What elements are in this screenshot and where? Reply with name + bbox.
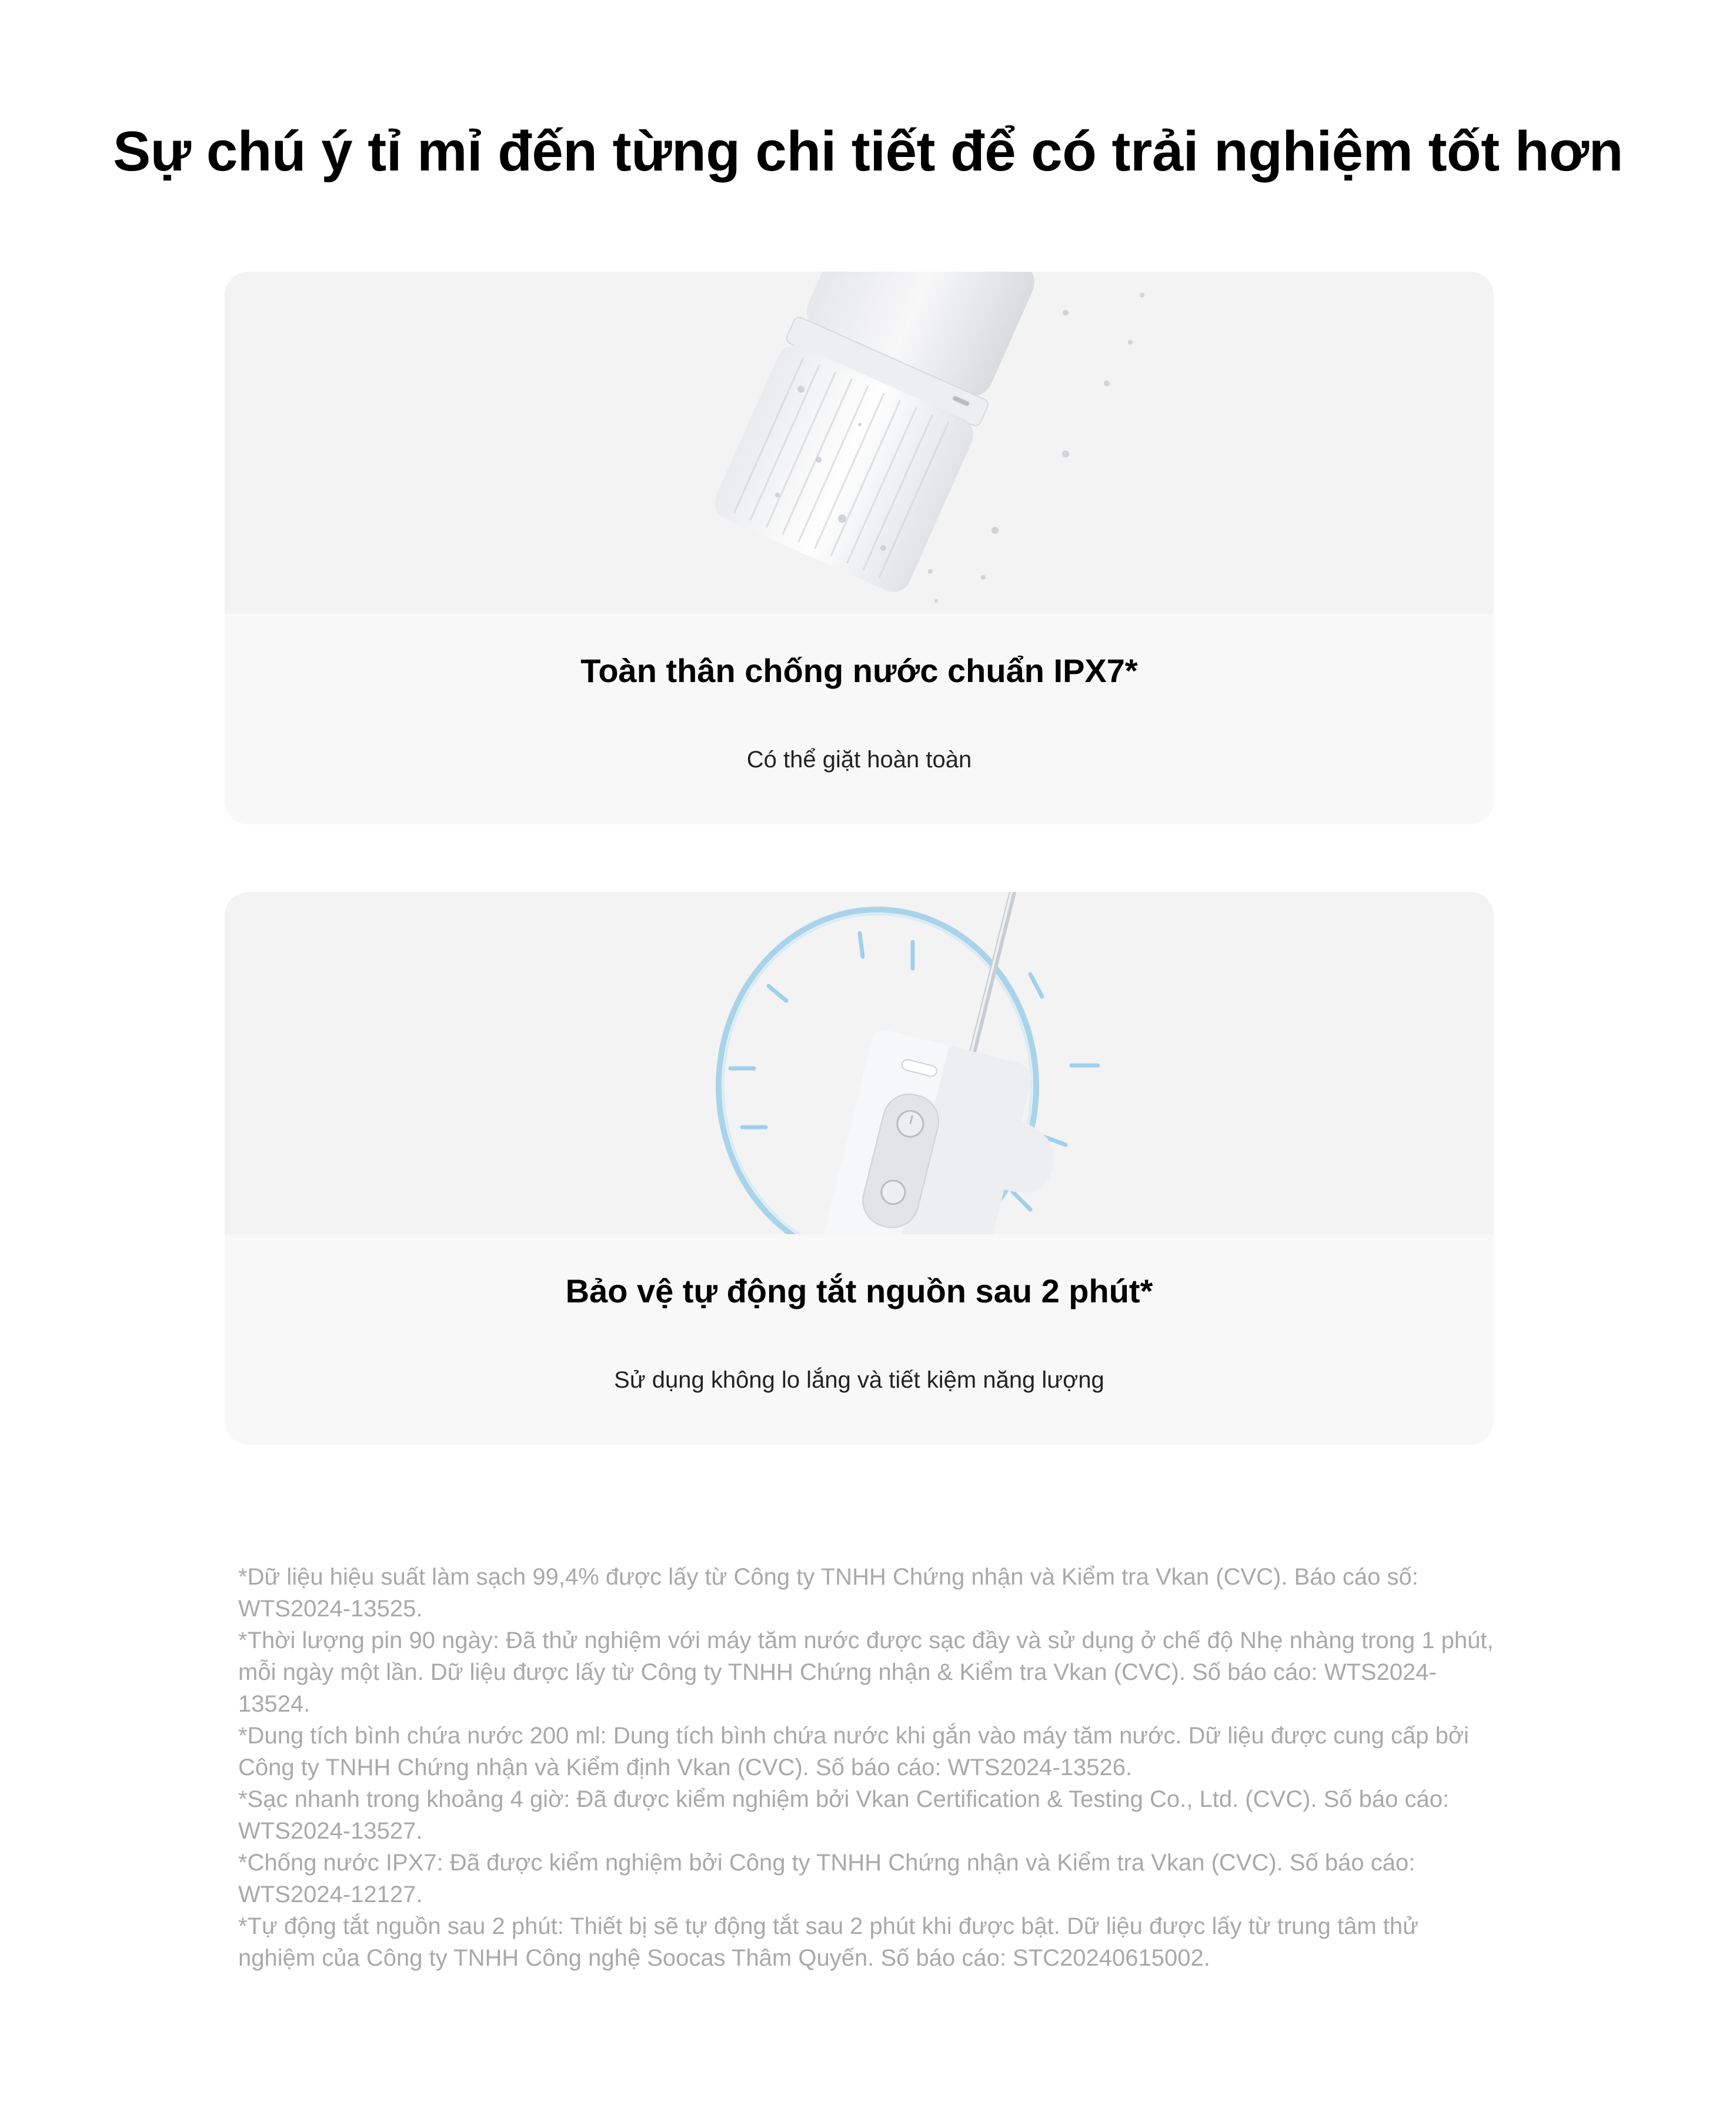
footnote-fast-charge: *Sạc nhanh trong khoảng 4 giờ: Đã được kiểm nghiệm bởi Vkan Certification & Testing Co., Ltd. (CVC). Số báo cáo: WTS2024-13527. bbox=[238, 1786, 1450, 1844]
footnote-auto-off: *Tự động tắt nguồn sau 2 phút: Thiết bị sẽ tự động tắt sau 2 phút khi được bật. Dữ liệu được lấy từ trung tâm thử nghiệm của Công ty TNHH Công nghệ Soocas Thâm Quyến. Số báo cáo: STC20240615002. bbox=[238, 1913, 1418, 1971]
card-title: Bảo vệ tự động tắt nguồn sau 2 phút* bbox=[565, 1272, 1153, 1309]
footnotes bbox=[238, 1561, 1497, 1974]
card-subtitle: Sử dụng không lo lắng và tiết kiệm năng lượng bbox=[614, 1367, 1104, 1393]
card-subtitle: Có thể giặt hoàn toàn bbox=[746, 747, 972, 773]
feature-card-auto-off bbox=[225, 892, 1494, 1445]
page-title: Sự chú ý tỉ mỉ đến từng chi tiết để có trải nghiệm tốt hơn bbox=[113, 120, 1623, 183]
card-title: Toàn thân chống nước chuẩn IPX7* bbox=[580, 652, 1138, 689]
footnote-waterproof: *Chống nước IPX7: Đã được kiểm nghiệm bởi Công ty TNHH Chứng nhận và Kiểm tra Vkan (CVC). Số báo cáo: WTS2024-12127. bbox=[238, 1850, 1415, 1907]
footnote-tank-capacity: *Dung tích bình chứa nước 200 ml: Dung tích bình chứa nước khi gắn vào máy tăm nước. Dữ liệu được cung cấp bởi Công ty TNHH Chứng nhận và Kiểm định Vkan (CVC). Số báo cáo: WTS2024-13526. bbox=[238, 1723, 1469, 1780]
footnote-cleaning-efficiency: *Dữ liệu hiệu suất làm sạch 99,4% được lấy từ Công ty TNHH Chứng nhận và Kiểm tra Vkan (CVC). Báo cáo số: WTS2024-13525. bbox=[238, 1564, 1418, 1622]
water-flosser-auto-off-timer-image bbox=[225, 892, 1494, 1234]
water-flosser-tank-splash-image bbox=[225, 272, 1494, 614]
feature-card-waterproof bbox=[225, 272, 1494, 824]
footnote-battery-life: *Thời lượng pin 90 ngày: Đã thử nghiệm với máy tăm nước được sạc đầy và sử dụng ở chế độ Nhẹ nhàng trong 1 phút, mỗi ngày một lần. Dữ liệu được lấy từ Công ty TNHH Chứng nhận & Kiểm tra Vkan (CVC). Số báo cáo: WTS2024-13524. bbox=[238, 1628, 1494, 1717]
